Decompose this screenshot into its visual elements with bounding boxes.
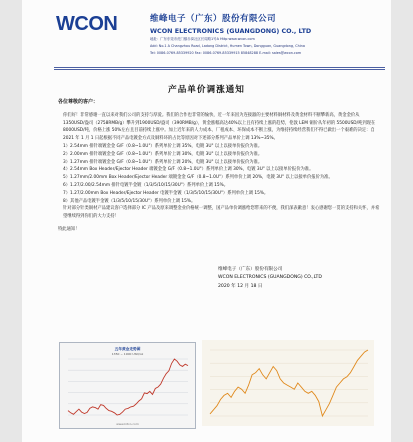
gold-price-chart — [59, 342, 196, 429]
copper-price-chart — [202, 340, 374, 426]
copper-price-line — [210, 350, 368, 416]
apology-paragraph: 针对部分针类铜材产品建议客户选择部分 IC 产品及原来调整金业价格统一调整，国产品单价调涨给您带来的不便，我们深表歉意！衷心感谢您一贯的支持和关怀，并希望继续得到你们的大力支持！ — [63, 206, 380, 220]
company-logo: WCON — [56, 13, 118, 35]
signature-company-en: WCON ELECTRONICS (GUANGDONG) CO.,LTD — [218, 275, 322, 281]
closing-line: 特此通知！ — [58, 226, 80, 232]
copper-price-plot — [202, 340, 374, 426]
gold-chart-subtitle: 1350 ~ 1900 USD/oz — [111, 352, 144, 356]
price-item: 5）1.27mm/2.00mm Box Header/Ejector Header 端镀金金 G/F（0.8~1.0U"）系列单价上调 20%，电镀 3U" 以上以接单价报价为准。 — [63, 175, 333, 181]
gold-chart-source: www.kitco.com — [116, 422, 139, 426]
document-page — [22, 0, 391, 442]
company-name-cn: 维峰电子（广东）股份有限公司 — [150, 14, 277, 24]
price-item: 6）1.27/2.00/2.54mm 排针电镀半金镀（1/3/5/10/15/30U"）系列单价上调 15%。 — [63, 182, 228, 188]
price-item: 8）其他产品电镀半金镀（1/3/5/10/15/30U"）系列单价上调 15%。 — [63, 198, 196, 204]
intro-paragraph: 你们好！非常感谢一直以来对我们公司的支持与厚爱。我们的合作也非常的愉快，近一年来因为连接器的主要材料铜材料及黄金材料不断攀新高，黄金金价从1350USD/盎司（2758RMB/g）攀升到1900USD/盎司（390RMB/g），黄金涨幅高达40%以上且有持续上涨的趋势，伦敦 LEM 铜价从年初的 5500USD/吨到现在 8000USD/吨，价格上涨 50%左右且目前持续上涨中。加上近年来的人力成本、厂租成本、环保成本不断上涨，为维持持续经营我们不得已做出一个艰难的决定：自 2021 年 1 月 1 日起根据不同产品电镀金方式及铜料环的占比等原因对下述部分系列产品单价上调 13%~35%。 — [63, 112, 376, 142]
letterhead — [150, 12, 386, 56]
address-cn: 地址：广东东莞市虎门镇赤岗社区长周路1号A Http:www.wcon.com — [150, 37, 255, 41]
price-item: 2）2.00mm 排针端镀金金 G/F（0.8~1.0U"）系列单价上调 30%，电镀 3U" 以上以接单价报价为准。 — [63, 151, 263, 157]
header-rule — [54, 67, 385, 68]
address-en: Add: No.1 A Changzhou Road, Ladong District, Humen Town, Dongguan, Guangdong, China — [150, 44, 305, 48]
contact-line: Tel: 0086-0769-85339920 Fax: 0086-0769-85339915 85848288 E-mail: sales@wcon.com — [150, 51, 302, 55]
price-item: 4）2.54mm Box Header/Ejector Header 端镀金金 G/F（0.8~1.0U"）系列单价上调 30%，电镀 3U" 以上以接单价报价为准。 — [63, 167, 314, 173]
signature-date: 2020 年 12 月 18 日 — [218, 283, 263, 289]
notice-title: 产品单价调涨通知 — [168, 85, 245, 95]
signature-company: 维峰电子（广东）股份有限公司 — [218, 267, 283, 272]
company-name-en: WCON ELECTRONICS (GUANGDONG) CO., LTD — [150, 27, 312, 35]
gold-chart-title: 五年黄金走势图 — [114, 347, 141, 351]
notice-body — [58, 99, 380, 234]
signature-block — [218, 266, 322, 291]
price-item: 3）1.27mm 排针端镀金金 G/F（0.8~1.0U"）系列单价上调 20%，电镀 3U" 以上以接单价报价为准。 — [63, 159, 263, 165]
greeting: 各位尊敬的客户： — [58, 99, 99, 105]
price-item: 1）2.54mm 排针端镀金金 G/F（0.8~1.0U"）系列单价上调 35%，电镀 3U" 以上以接单价报价为准。 — [63, 143, 263, 149]
header-rule-thin — [54, 69, 385, 70]
gold-price-line — [68, 359, 188, 415]
price-item: 7）1.27/2.00mm Box Header/Ejector Header 电镀半金镀（1/3/5/10/15/30U"）系列单价上调 15%。 — [63, 190, 269, 196]
